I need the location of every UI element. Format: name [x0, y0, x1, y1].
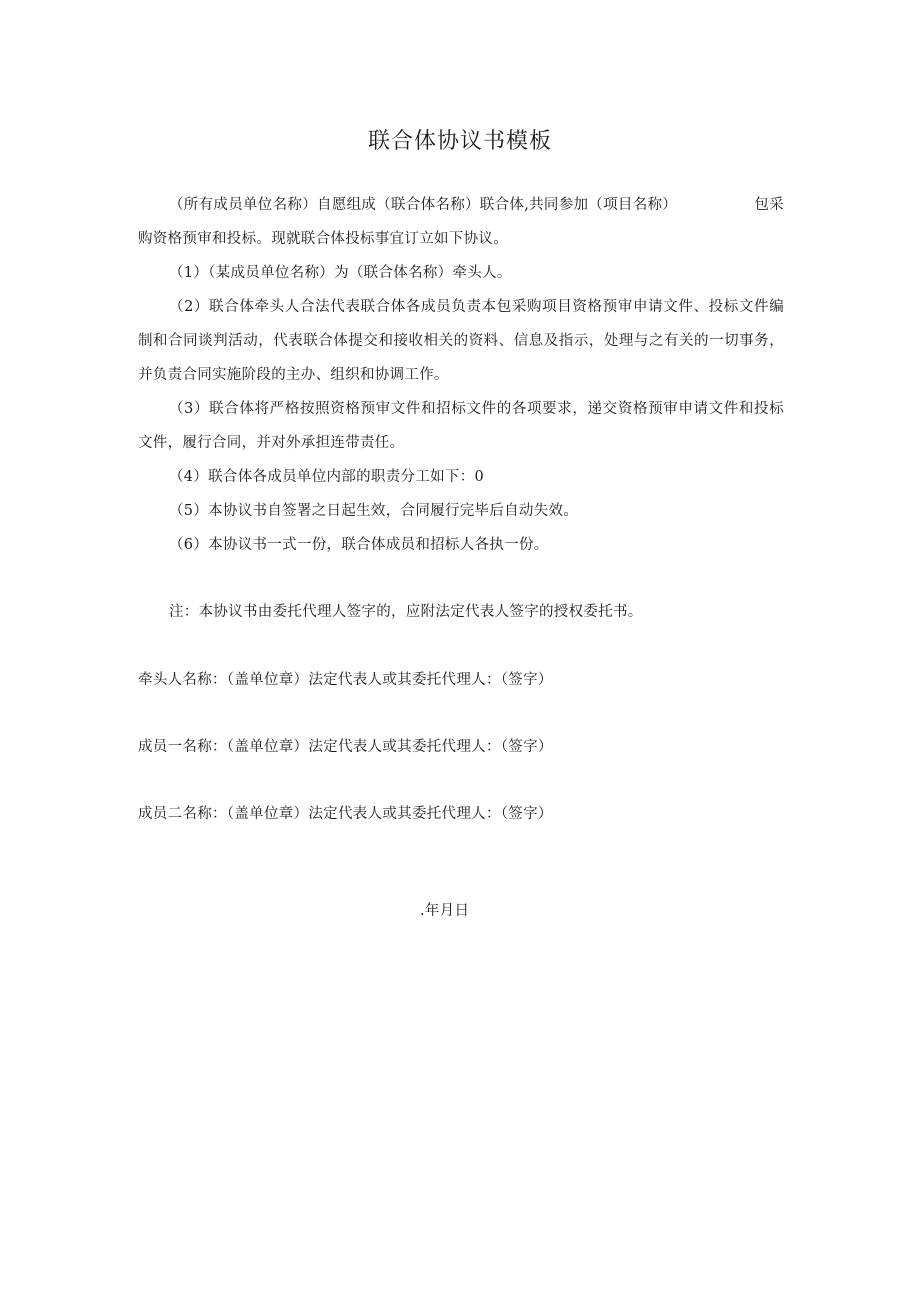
intro-line-2: 购资格预审和投标。现就联合体投标事宜订立如下协议。	[138, 231, 508, 247]
clause-3: （3）联合体将严格按照资格预审文件和招标文件的各项要求，递交资格预审申请文件和投标文件，履行合同，并对外承担连带责任。	[138, 401, 784, 451]
date-line: .年月日	[420, 903, 470, 919]
intro-paragraph	[138, 188, 784, 256]
document-title: 联合体协议书模板	[367, 129, 552, 154]
clause-6: （6）本协议书一式一份，联合体成员和招标人各执一份。	[169, 537, 549, 553]
clause-5: （5）本协议书自签署之日起生效，合同履行完毕后自动失效。	[169, 503, 579, 519]
intro-line-1-left: （所有成员单位名称）自愿组成（联合体名称）联合体,共同参加（项目名称）	[169, 197, 678, 213]
note-text: 注：本协议书由委托代理人签字的，应附法定代表人签字的授权委托书。	[169, 604, 643, 620]
signature-member-1: 成员一名称：（盖单位章）法定代表人或其委托代理人：（签字）	[138, 739, 553, 755]
signature-member-2: 成员二名称：（盖单位章）法定代表人或其委托代理人：（签字）	[138, 806, 553, 822]
clause-2: （2）联合体牵头人合法代表联合体各成员负责本包采购项目资格预审申请文件、投标文件编制和合同谈判活动，代表联合体提交和接收相关的资料、信息及指示，处理与之有关的一切事务，并负责合同实施阶段的主办、组织和协调工作。	[138, 299, 784, 383]
signature-lead: 牵头人名称：（盖单位章）法定代表人或其委托代理人：（签字）	[138, 672, 553, 688]
clause-list	[138, 256, 784, 562]
clause-1: （1）（某成员单位名称）为（联合体名称）牵头人。	[169, 265, 512, 281]
clause-4: （4）联合体各成员单位内部的职责分工如下：0	[169, 469, 485, 485]
intro-line-1-right: 包采	[754, 197, 784, 213]
intro-line-1	[138, 188, 784, 222]
